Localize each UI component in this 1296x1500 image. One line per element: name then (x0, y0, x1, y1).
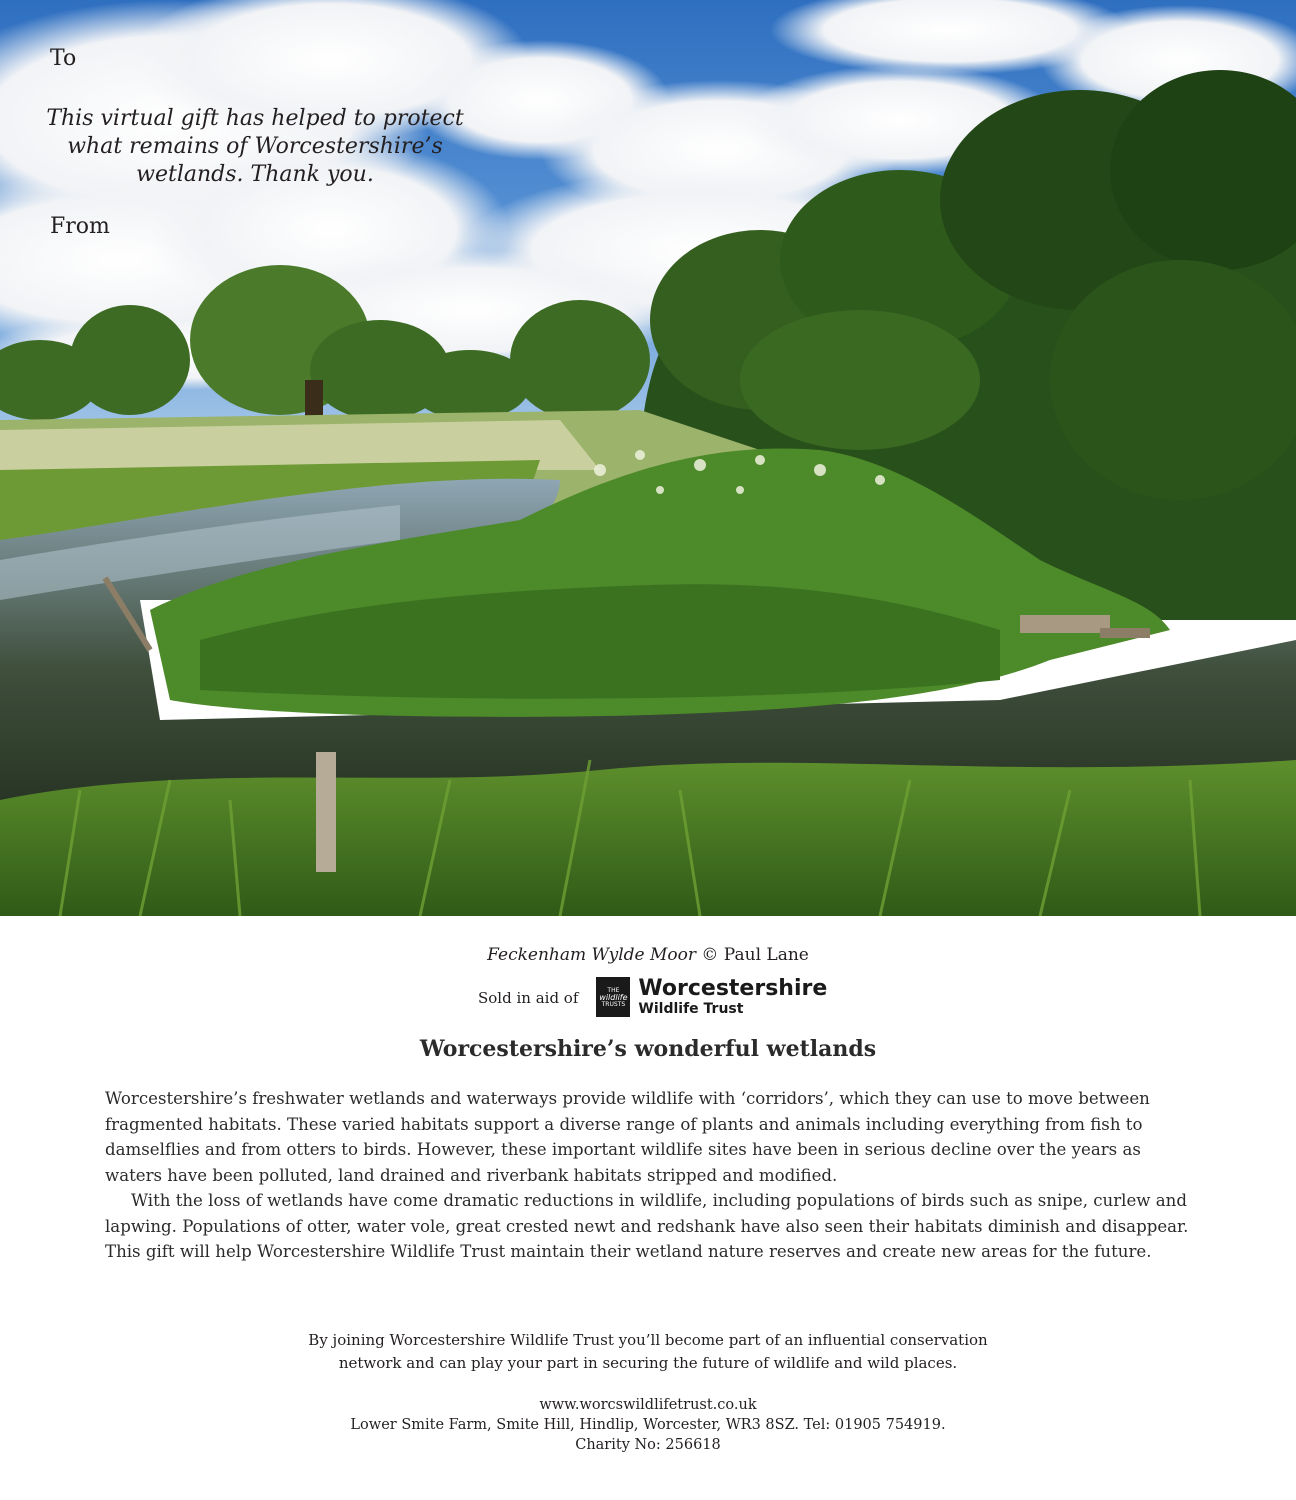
fence-post (316, 752, 336, 872)
address-text: Lower Smite Farm, Smite Hill, Hindlip, Worcester, WR3 8SZ. Tel: 01905 754919. (350, 1417, 946, 1433)
body-text (105, 1086, 1195, 1265)
caption-credit: © Paul Lane (701, 945, 809, 965)
logo-badge-mid: wildlife (599, 992, 628, 1002)
foreground-grass (0, 760, 1296, 916)
wildlife-trusts-logo-icon (596, 977, 630, 1017)
caption-title: Feckenham Wylde Moor (487, 945, 696, 965)
body-paragraph-1: Worcestershire’s freshwater wetlands and waterways provide wildlife with ‘corridors’, which they can use to move between fragmented habitats. These varied habitats support a diverse range of plants and animals including everything from fish to damselflies and from otters to birds. However, these important wildlife sites have been in serious decline over the years as waters have been polluted, land drained and riverbank habitats stripped and modified. (105, 1089, 1150, 1185)
from-label: From (50, 214, 110, 239)
sold-in-aid-row (478, 974, 827, 1020)
logo-badge-bottom: TRUSTS (601, 1000, 626, 1008)
join-message (0, 1329, 1296, 1375)
gift-message-line: what remains of Worcestershire’s (67, 134, 443, 159)
join-line: network and can play your part in securing the future of wildlife and wild places. (338, 1354, 958, 1372)
join-line: By joining Worcestershire Wildlife Trust you’ll become part of an influential conservation (308, 1331, 988, 1349)
trust-logo-text (638, 978, 827, 1016)
sold-in-aid-text: Sold in aid of (478, 989, 579, 1007)
to-label: To (50, 46, 77, 71)
trust-logo-name: Worcestershire (638, 976, 828, 1001)
body-paragraph-2: With the loss of wetlands have come dramatic reductions in wildlife, including populations of birds such as snipe, curlew and lapwing. Populations of otter, water vole, great crested newt and redshank have also seen their habitats diminish and disappear. This gift will help Worcestershire Wildlife Trust maintain their wetland nature reserves and create new areas for the future. (105, 1191, 1189, 1261)
gift-message (40, 105, 470, 189)
website-link[interactable]: www.worcswildlifetrust.co.uk (539, 1397, 757, 1413)
gift-message-line: wetlands. Thank you. (136, 162, 374, 187)
contact-details (0, 1395, 1296, 1455)
gift-message-line: This virtual gift has helped to protect (46, 106, 464, 131)
logo-badge-small: THE (607, 986, 620, 994)
photo-caption (0, 945, 1296, 965)
page-heading: Worcestershire’s wonderful wetlands (419, 1036, 877, 1062)
charity-number: Charity No: 256618 (575, 1437, 721, 1453)
trust-logo-subtitle: Wildlife Trust (638, 1001, 744, 1017)
